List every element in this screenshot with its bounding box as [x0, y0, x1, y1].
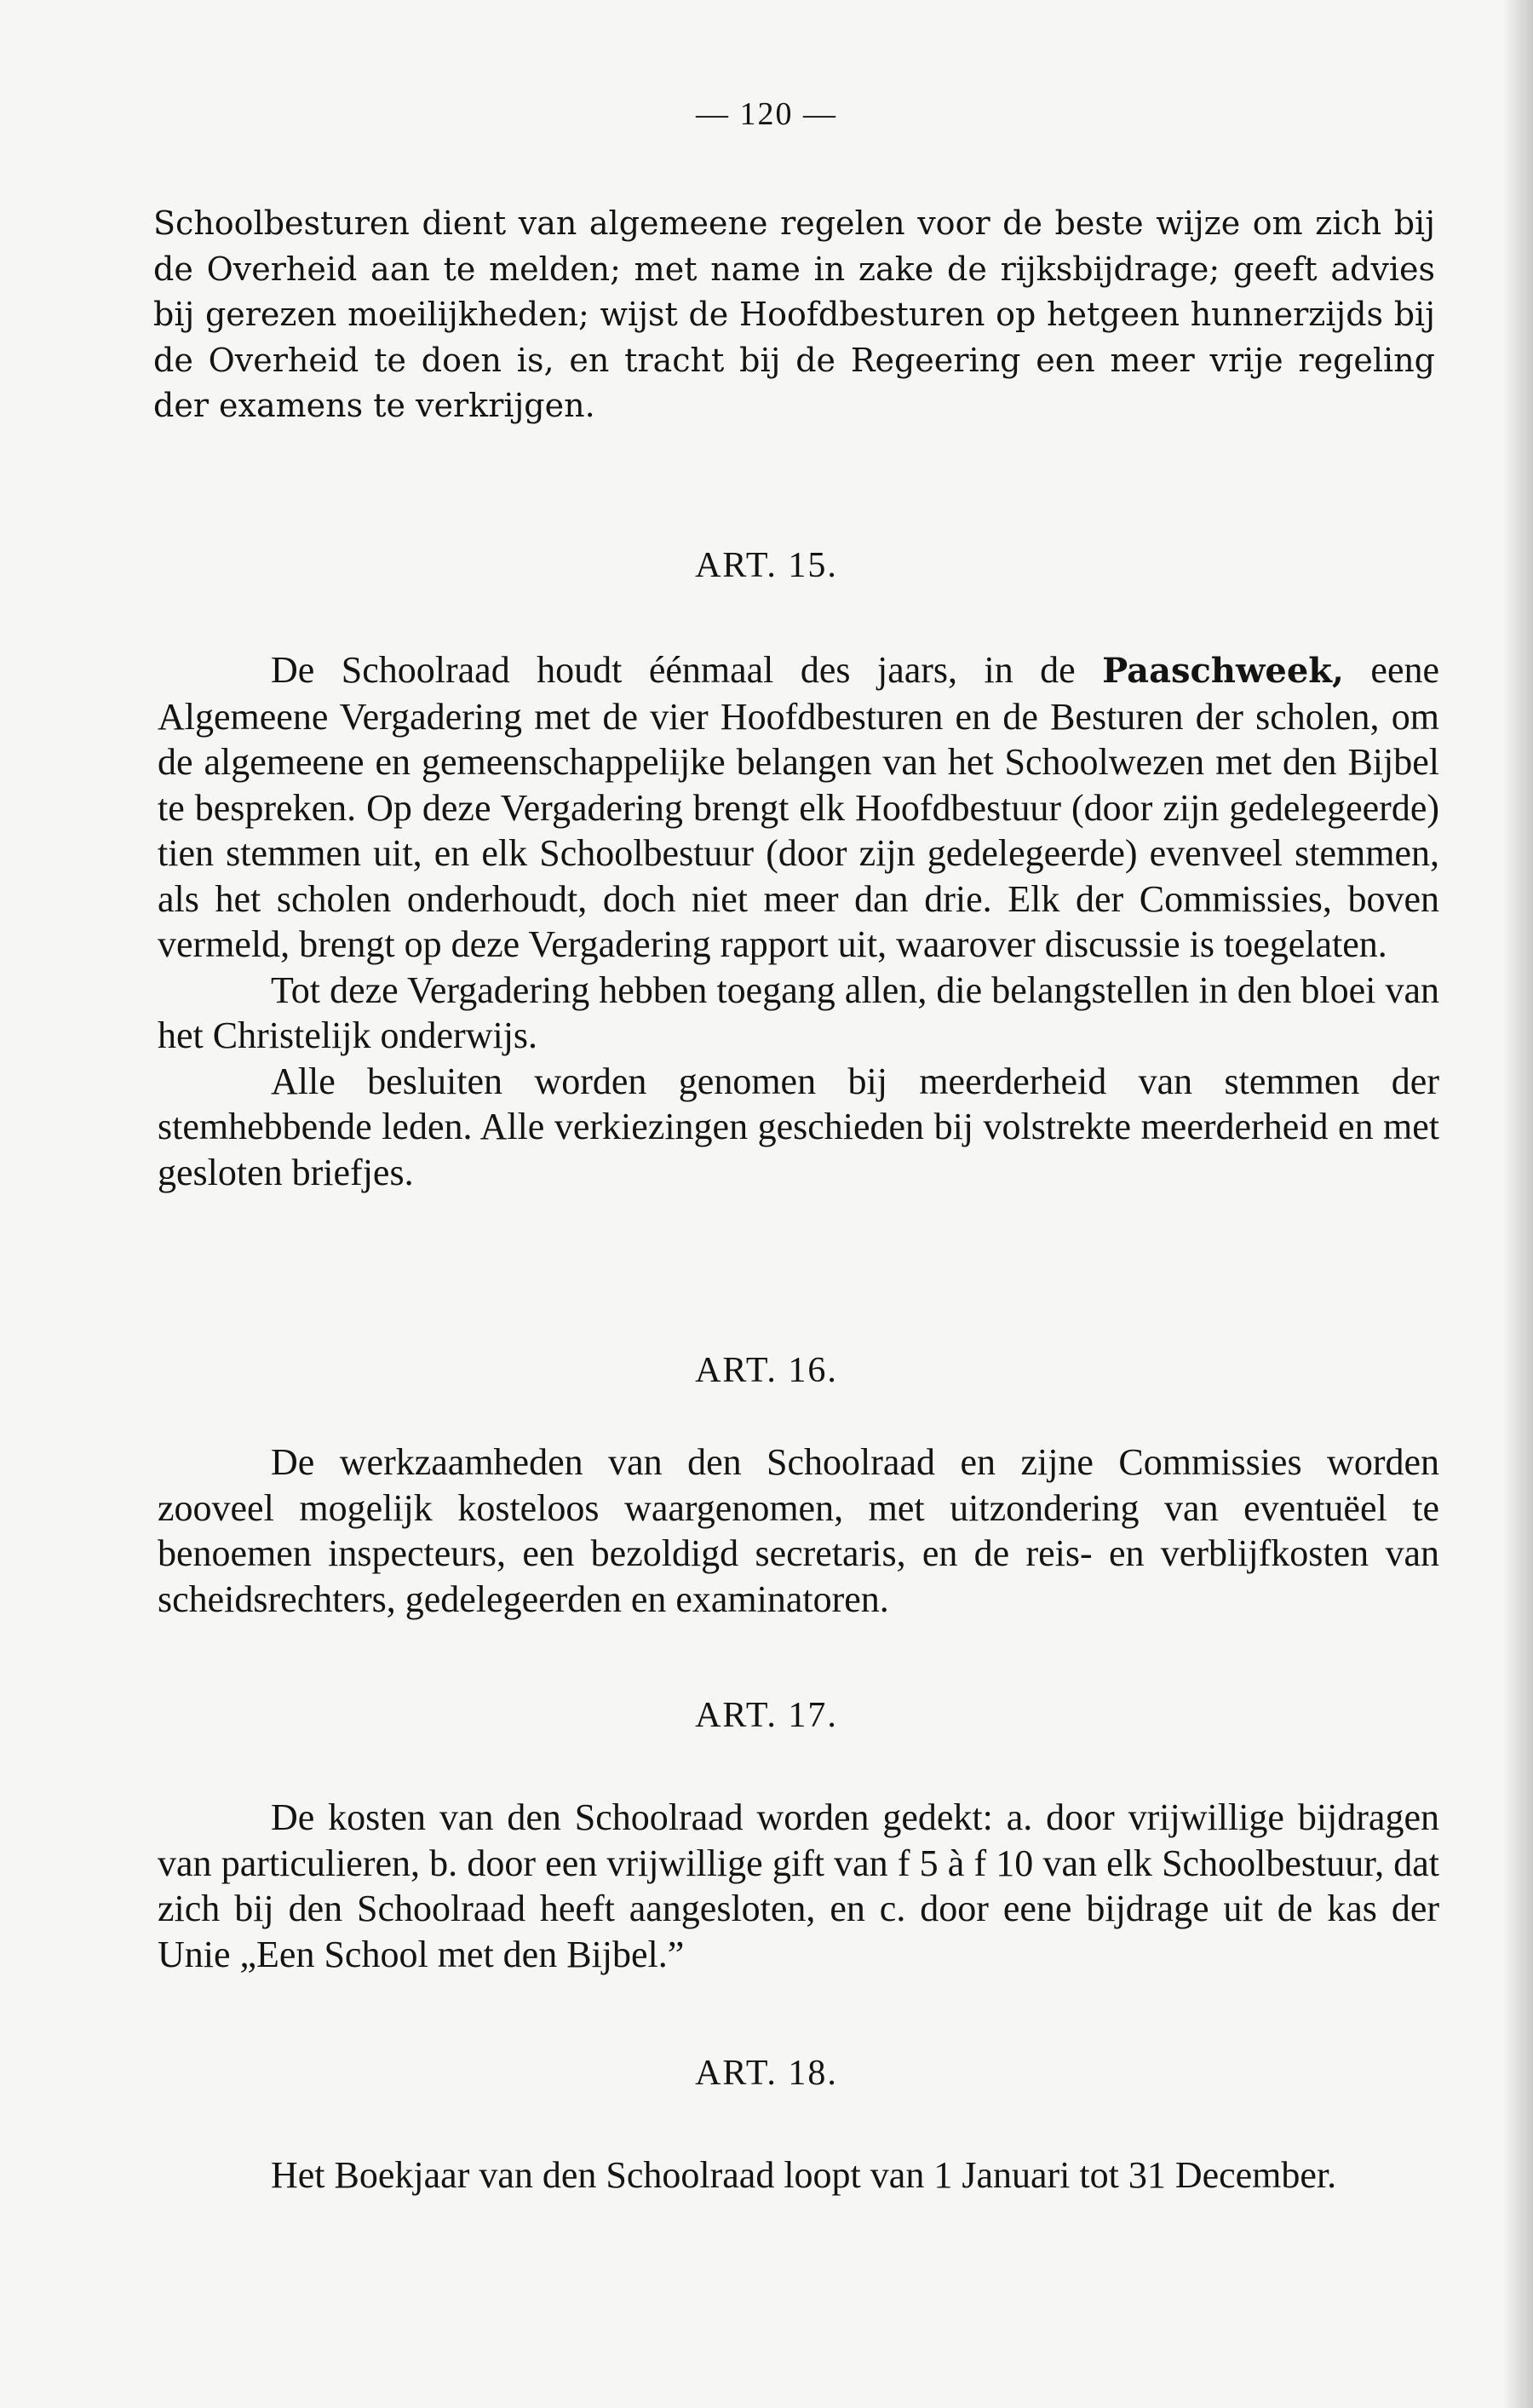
article-18-paragraph-1: Het Boekjaar van den Schoolraad loopt van 1 Januari tot 31 December.	[271, 2154, 1337, 2196]
intro-paragraph	[153, 201, 1435, 429]
article-15-heading: ART. 15.	[695, 546, 838, 585]
page-edge-shadow	[1502, 0, 1533, 2408]
page-number: — 120 —	[696, 96, 837, 132]
article-17-paragraph-1: De kosten van den Schoolraad worden gedekt: a. door vrijwillige bijdragen van particulieren, b. door een vrijwillige gift van f 5 à f 10 van elk Schoolbestuur, dat zich bij den Schoolraad heeft aangesloten, en c. door eene bijdrage uit de kas der Unie „Een School met den Bijbel.”	[158, 1796, 1439, 1975]
article-15-p1-bold: Paaschweek,	[1102, 651, 1344, 691]
article-15-paragraph-3: Alle besluiten worden genomen bij meerderheid van stemmen der stemhebbende leden. Alle verkiezingen geschieden bij volstrekte meerderheid en met gesloten briefjes.	[158, 1060, 1439, 1193]
article-15-paragraph-2: Tot deze Vergadering hebben toegang allen, die belangstellen in den bloei van het Christelijk onderwijs.	[158, 968, 1439, 1056]
article-16-paragraph-1: De werkzaamheden van den Schoolraad en zijne Commissies worden zooveel mogelijk kosteloos waargenomen, met uitzondering van eventuëel te benoemen inspecteurs, een bezoldigd secretaris, en de reis- en verblijfkosten van scheidsrechters, gedelegeerden en examinatoren.	[158, 1441, 1439, 1620]
article-16-body	[158, 1440, 1439, 1622]
article-15-p1-end: eene Algemeene Vergadering met de vier Hoofdbesturen en de Besturen der scholen, om de algemeene en gemeenschappelijke belangen van het Schoolwezen met den Bijbel te bespreken. Op deze Vergadering brengt elk Hoofdbestuur (door zijn gedelegeerde) tien stemmen uit, en elk Schoolbestuur (door zijn gedelegeerde) evenveel stemmen, als het scholen onderhoudt, doch niet meer dan drie. Elk der Commissies, boven vermeld, brengt op deze Vergadering rapport uit, waarover discussie is toegelaten.	[158, 649, 1439, 965]
article-15-p1-start: De Schoolraad houdt éénmaal des jaars, in de	[271, 649, 1103, 691]
article-15-body	[158, 647, 1439, 1195]
article-16-heading: ART. 16.	[695, 1351, 838, 1390]
intro-text: Schoolbesturen dient van algemeene regelen voor de beste wijze om zich bij de Overheid aan te melden; met name in zake de rijksbijdrage; geeft advies bij gerezen moeilijkheden; wijst de Hoofdbesturen op hetgeen hunnerzijds bij de Overheid te doen is, en tracht bij de Regeering een meer vrije regeling der examens te verkrijgen.	[153, 204, 1435, 424]
article-17-heading: ART. 17.	[695, 1696, 838, 1735]
article-17-body	[158, 1795, 1439, 1977]
article-15-paragraph-1	[158, 647, 1439, 968]
article-18-heading: ART. 18.	[695, 2054, 838, 2093]
article-18-body	[158, 2152, 1439, 2198]
